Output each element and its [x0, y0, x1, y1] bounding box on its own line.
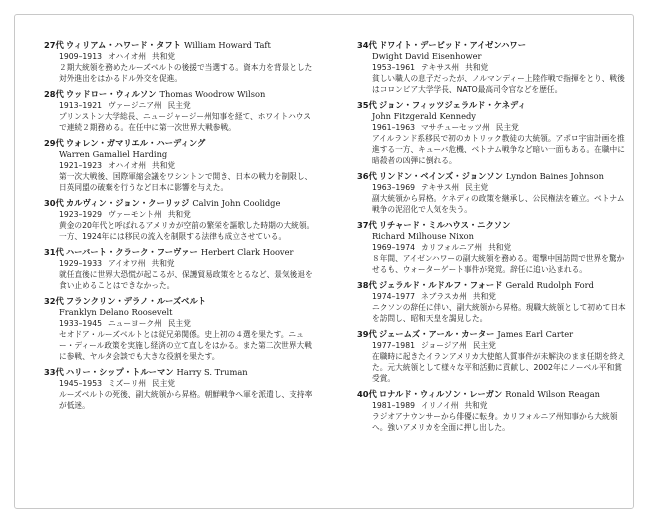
- term-years: 1921–1923: [59, 161, 102, 170]
- en-name: Richard Milhouse Nixon: [372, 231, 474, 241]
- home-state: マサチューセッツ州: [420, 123, 490, 132]
- left-column: [44, 40, 318, 411]
- term-number: 38代: [357, 280, 377, 290]
- party: 共和党: [465, 63, 489, 72]
- home-state: ネブラスカ州: [420, 292, 467, 301]
- jp-name: ウッドロー・ウィルソン: [65, 89, 157, 99]
- home-state: ヴァージニア州: [107, 101, 162, 110]
- term-years: 1945–1953: [59, 379, 102, 388]
- president-entry: [357, 329, 629, 384]
- jp-name: カルヴィン・ジョン・クーリッジ: [65, 198, 190, 208]
- term-number: 30代: [44, 198, 64, 208]
- en-name: Harry S. Truman: [176, 367, 248, 377]
- en-name: Franklyn Delano Roosevelt: [59, 307, 173, 317]
- president-entry: [44, 40, 318, 84]
- term-number: 36代: [357, 171, 377, 181]
- term-number: 28代: [44, 89, 64, 99]
- party: 共和党: [488, 243, 512, 252]
- en-name: Thomas Woodrow Wilson: [159, 89, 266, 99]
- description: 就任直後に世界大恐慌が起こるが、保護貿易政策をとるなど、景気後退を食い止めることはできなかった。: [59, 270, 313, 290]
- president-entry: [44, 138, 318, 193]
- term-number: 32代: [44, 296, 64, 306]
- right-column: [357, 40, 629, 433]
- party: 共和党: [167, 210, 191, 219]
- term-years: 1953–1961: [372, 63, 415, 72]
- description: ラジオアナウンサーから俳優に転身。カリフォルニア州知事から大統領へ。強いアメリカを全面に押し出した。: [372, 412, 618, 432]
- president-entry: [357, 100, 629, 166]
- en-name: Herbert Clark Hoover: [200, 247, 294, 257]
- jp-name: ドワイト・デービッド・アイゼンハワー: [378, 40, 527, 50]
- home-state: オハイオ州: [107, 52, 147, 61]
- en-name: Calvin John Coolidge: [192, 198, 281, 208]
- term-years: 1923–1929: [59, 210, 102, 219]
- home-state: ニューヨーク州: [107, 319, 162, 328]
- description: プリンストン大学総長、ニュージャージー州知事を経て、ホワイトハウスで連続２期務める。在任中に第一次世界大戦参戦。: [59, 112, 311, 132]
- party: 民主党: [152, 379, 176, 388]
- home-state: ジョージア州: [420, 341, 467, 350]
- party: 共和党: [472, 292, 496, 301]
- en-name: John Fitzgerald Kennedy: [372, 111, 476, 121]
- jp-name: フランクリン・デラノ・ルーズベルト: [65, 296, 207, 306]
- home-state: アイオワ州: [107, 259, 146, 268]
- jp-name: ハリー・シップ・トルーマン: [65, 367, 174, 377]
- jp-name: ハーバート・クラーク・フーヴァー: [65, 247, 198, 257]
- home-state: オハイオ州: [107, 161, 147, 170]
- en-name: Gerald Rudolph Ford: [505, 280, 594, 290]
- term-years: 1963–1969: [372, 183, 415, 192]
- description: 黄金の20年代と呼ばれるアメリカが空前の繁栄を謳歌した時期の大統領。一方、1924年には移民の流入を制限する法律も成立させている。: [59, 221, 315, 241]
- term-years: 1977–1981: [372, 341, 415, 350]
- description: ニクソンの辞任に伴い、副大統領から昇格。現職大統領として初めて日本を訪問し、昭和天皇を謁見した。: [372, 303, 626, 323]
- term-years: 1961–1963: [372, 123, 415, 132]
- party: 共和党: [464, 401, 488, 410]
- description: 貧しい職人の息子だったが、ノルマンディー上陸作戦で指揮をとり、戦後はコロンビア大学学長、NATO最高司令官などを歴任。: [372, 74, 625, 94]
- home-state: イリノイ州: [420, 401, 459, 410]
- description: アイルランド系移民で初のカトリック教徒の大統領。アポロ宇宙計画を推進する一方、キューバ危機、ベトナム戦争など暗い一面もある。在職中に暗殺者の凶弾に倒れる。: [372, 134, 625, 165]
- term-years: 1969–1974: [372, 243, 415, 252]
- en-name: Ronald Wilson Reagan: [505, 389, 600, 399]
- description: 副大統領から昇格。ケネディの政策を継承し、公民権法を確立。ベトナム戦争の泥沼化で人気を失う。: [372, 194, 625, 214]
- jp-name: リンドン・ベインズ・ジョンソン: [378, 171, 503, 181]
- jp-name: ジョン・フィッツジェラルド・ケネディ: [378, 100, 526, 110]
- en-name: Lyndon Baines Johnson: [505, 171, 605, 181]
- home-state: カリフォルニア州: [420, 243, 483, 252]
- en-name: Dwight David Eisenhower: [372, 51, 482, 61]
- president-entry: [357, 220, 629, 275]
- home-state: テキサス州: [420, 63, 460, 72]
- term-number: 27代: [44, 40, 64, 50]
- jp-name: ジェラルド・ルドルフ・フォード: [378, 280, 503, 290]
- term-years: 1909–1913: [59, 52, 102, 61]
- president-entry: [44, 89, 318, 133]
- president-entry: [357, 171, 629, 215]
- term-number: 40代: [357, 389, 377, 399]
- term-years: 1933–1945: [59, 319, 102, 328]
- jp-name: ロナルド・ウィルソン・レーガン: [378, 389, 503, 399]
- term-years: 1929–1933: [59, 259, 102, 268]
- party: 民主党: [472, 341, 496, 350]
- party: 民主党: [167, 319, 191, 328]
- president-entry: [357, 389, 629, 433]
- term-number: 37代: [357, 220, 377, 230]
- description: ２期大統領を務めたルーズベルトの後援で当選する。資本力を背景とした対外進出をはかるドル外交を促進。: [59, 63, 313, 83]
- term-years: 1981–1989: [372, 401, 415, 410]
- president-entry: [357, 280, 629, 324]
- president-entry: [44, 367, 318, 411]
- term-number: 35代: [357, 100, 377, 110]
- president-entry: [44, 198, 318, 242]
- jp-name: リチャード・ミルハウス・ニクソン: [378, 220, 511, 230]
- jp-name: ジェームズ・アール・カーター: [378, 329, 495, 339]
- term-years: 1974–1977: [372, 292, 415, 301]
- jp-name: ウォレン・ガマリエル・ハーディング: [65, 138, 206, 148]
- home-state: ヴァーモント州: [107, 210, 162, 219]
- party: 共和党: [151, 259, 175, 268]
- term-number: 33代: [44, 367, 64, 377]
- party: 民主党: [167, 101, 191, 110]
- description: セオドア・ルーズベルトとは従兄弟関係。史上初の４選を果たす。ニュー・ディール政策を実施し経済の立て直しをはかる。また第二次世界大戦に参戦、ヤルタ会談でも大きな役割を果たす。: [59, 330, 312, 361]
- term-number: 39代: [357, 329, 377, 339]
- jp-name: ウィリアム・ハワード・タフト: [65, 40, 181, 50]
- en-name: Warren Gamaliel Harding: [59, 149, 168, 159]
- home-state: ミズーリ州: [107, 379, 147, 388]
- president-entry: [44, 296, 318, 362]
- term-number: 29代: [44, 138, 64, 148]
- description: 第一次大戦後、国際軍縮会議をワシントンで開き、日本の戦力を制限し、日英同盟の破棄を行うなど日本に影響を与えた。: [59, 172, 313, 192]
- description: ８年間、アイゼンハワーの副大統領を務める。電撃中国訪問で世界を驚かせるも、ウォーターゲート事件が発覚。辞任に追い込まれる。: [372, 254, 625, 274]
- description: 在職時に起きたイランアメリカ大使館人質事件が未解決のまま任期を終えた。元大統領として様々な平和活動に貢献し、2002年にノーベル平和賞受賞。: [372, 352, 626, 383]
- home-state: テキサス州: [420, 183, 460, 192]
- description: ルーズベルトの死後、副大統領から昇格。朝鮮戦争へ軍を派遣し、支持率が低迷。: [59, 390, 313, 410]
- party: 民主党: [465, 183, 489, 192]
- term-years: 1913–1921: [59, 101, 102, 110]
- president-entry: [44, 247, 318, 291]
- en-name: James Earl Carter: [497, 329, 574, 339]
- term-number: 34代: [357, 40, 377, 50]
- president-entry: [357, 40, 629, 95]
- party: 共和党: [152, 52, 176, 61]
- party: 民主党: [495, 123, 519, 132]
- en-name: William Howard Taft: [183, 40, 271, 50]
- term-number: 31代: [44, 247, 64, 257]
- party: 共和党: [152, 161, 176, 170]
